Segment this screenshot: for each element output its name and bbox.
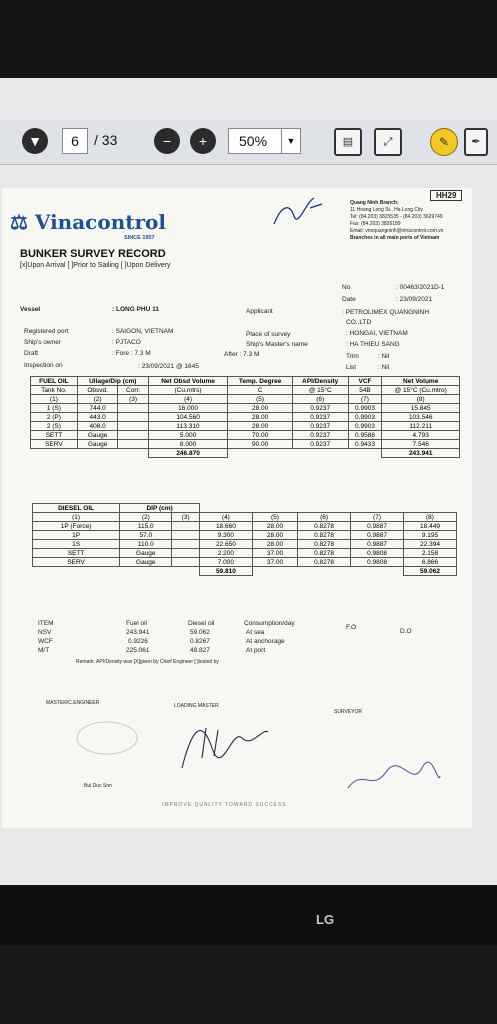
table-cell: 1 (S) <box>31 404 78 413</box>
table-cell: 0.9586 <box>348 431 382 440</box>
screen <box>0 78 497 890</box>
table-cell: 28.00 <box>252 531 297 540</box>
table-cell: 2 (S) <box>31 422 78 431</box>
table-cell: 28.00 <box>252 540 297 549</box>
table-cell: 104.560 <box>148 413 228 422</box>
table-cell: 0.9808 <box>351 558 404 567</box>
branch-address: 11 Hoang Long St., Ha Long City <box>350 207 424 213</box>
table-subheader: @ 15°C (Cu.mtro) <box>382 386 460 395</box>
diesel-total-volume: 59.810 <box>199 567 252 576</box>
table-header: FUEL OIL <box>31 377 78 386</box>
zoom-select[interactable]: 50% <box>228 128 292 154</box>
table-total-row <box>31 449 460 458</box>
table-index: (5) <box>228 395 292 404</box>
table-row <box>33 540 457 549</box>
table-cell: 4.793 <box>382 431 460 440</box>
vessel-value: : LONG PHU 11 <box>112 306 159 313</box>
scale-icon: ⚖ <box>10 210 28 234</box>
table-cell: 0.9237 <box>292 422 348 431</box>
place-label: Place of survey <box>246 331 291 338</box>
table-header: API/Density <box>292 377 348 386</box>
fuel-nsv: 243.941 <box>126 629 150 636</box>
table-row <box>31 440 460 449</box>
diesel-nsv: 59.062 <box>190 629 210 636</box>
table-subheader: Obsvd. <box>77 386 118 395</box>
fuel-mt: 225.061 <box>126 647 150 654</box>
table-cell: 6.866 <box>404 558 457 567</box>
table-cell: 0.9237 <box>292 440 348 449</box>
reg-port-label: Registered port <box>24 328 69 335</box>
table-index: (7) <box>348 395 382 404</box>
loading-master-label: LOADING MASTER <box>174 703 219 709</box>
trim-label: Trim <box>346 353 359 360</box>
table-cell: SETT <box>33 549 120 558</box>
table-subheader: (Cu.mtrs) <box>148 386 228 395</box>
table-index: (6) <box>298 513 351 522</box>
remark-text: Remark: API/Density was [X]given by Chief Engineer [ ]tested by <box>76 659 219 665</box>
table-cell <box>172 531 200 540</box>
form-code: HH29 <box>430 190 462 201</box>
table-cell: Gauge <box>120 549 172 558</box>
table-index: (6) <box>292 395 348 404</box>
table-index: (4) <box>199 513 252 522</box>
draft-label: Draft <box>24 350 39 357</box>
signer-name: Bui Duc Son <box>84 783 112 789</box>
table-cell: 90.00 <box>228 440 292 449</box>
master-engineer-label: MASTER/C.ENGINEER <box>46 700 100 706</box>
table-cell: 1P (Force) <box>33 522 120 531</box>
initials-signature <box>270 194 330 234</box>
table-cell: 2.200 <box>199 549 252 558</box>
table-cell: SERV <box>33 558 120 567</box>
chevron-down-icon[interactable]: ▼ <box>281 128 301 154</box>
branch-tel: Tel: (84.203) 3825535 - (84.203) 3629749 <box>350 214 443 220</box>
no-label: No <box>342 284 351 291</box>
table-cell: 113.310 <box>148 422 228 431</box>
place-value: : HONGAI, VIETNAM <box>346 330 408 337</box>
table-cell: 443.0 <box>77 413 118 422</box>
table-cell: 0.9237 <box>292 404 348 413</box>
at-anchorage-label: At anchorage <box>246 638 285 645</box>
table-cell: 0.8278 <box>298 549 351 558</box>
monitor-brand: LG <box>316 912 335 927</box>
table-index: (7) <box>351 513 404 522</box>
table-cell: 744.0 <box>77 404 118 413</box>
document-page <box>2 188 472 828</box>
since-text: SINCE 1957 <box>124 235 155 241</box>
applicant-label: Applicant <box>246 308 273 315</box>
branch-branches: Branches in all main ports of Vietnam <box>350 235 440 241</box>
table-cell: 2.158 <box>404 549 457 558</box>
table-cell: 0.9887 <box>351 522 404 531</box>
table-cell: 16.000 <box>148 404 228 413</box>
table-cell: 0.9903 <box>348 422 382 431</box>
table-cell: Gauge <box>77 440 118 449</box>
table-cell: 0.9903 <box>348 404 382 413</box>
draft-fore: : Fore : 7.3 M <box>112 350 151 357</box>
table-row <box>31 413 460 422</box>
table-cell: 57.0 <box>120 531 172 540</box>
consumption-label: Consumption/day <box>244 620 295 627</box>
table-cell: 18.660 <box>199 522 252 531</box>
table-cell: Gauge <box>120 558 172 567</box>
diesel-mt: 48.827 <box>190 647 210 654</box>
at-sea-label: At sea <box>246 629 265 636</box>
table-cell <box>118 413 148 422</box>
table-index: (2) <box>77 395 118 404</box>
fo-label: F.O <box>346 624 357 631</box>
table-cell: 0.9808 <box>351 549 404 558</box>
table-cell: 112.211 <box>382 422 460 431</box>
table-cell: 0.9903 <box>348 413 382 422</box>
branch-email: Email: vnoquangninh@vinacontrol.com.vn <box>350 228 444 234</box>
fuel-total-net: 243.941 <box>382 449 460 458</box>
table-index: (2) <box>120 513 172 522</box>
table-cell: 0.8278 <box>298 522 351 531</box>
table-cell <box>172 558 200 567</box>
table-cell: 18.449 <box>404 522 457 531</box>
at-port-label: At port <box>246 647 266 654</box>
do-label: D.O <box>400 628 412 635</box>
record-title: BUNKER SURVEY RECORD <box>20 248 166 260</box>
table-cell: 1P <box>33 531 120 540</box>
record-options: [x]Upon Arrival [ ]Prior to Sailing [ ]Upon Delivery <box>20 262 171 269</box>
surveyor-label: SURVEYOR <box>334 709 362 715</box>
table-cell <box>118 440 148 449</box>
table-cell: 8.000 <box>148 440 228 449</box>
zoom-out-icon[interactable]: − <box>154 128 180 154</box>
footer-slogan: IMPROVE QUALITY TOWARD SUCCESS <box>162 802 287 808</box>
diesel-oil-table <box>32 503 457 576</box>
table-total-row <box>33 567 457 576</box>
table-cell: 1S <box>33 540 120 549</box>
date-value: : 23/09/2021 <box>396 296 433 303</box>
table-cell: 0.9237 <box>292 431 348 440</box>
table-subheader: Corr. <box>118 386 148 395</box>
table-cell: 103.546 <box>382 413 460 422</box>
table-subheader: 54B <box>348 386 382 395</box>
table-row <box>33 558 457 567</box>
table-row <box>33 522 457 531</box>
page-down-icon[interactable]: ▼ <box>22 128 48 154</box>
sign-icon[interactable]: ✒ <box>464 128 488 156</box>
monitor-top-bezel <box>0 0 497 78</box>
table-header: Ullage/Dip (cm) <box>77 377 148 386</box>
table-index: (8) <box>382 395 460 404</box>
applicant-value: : PETROLIMEX QUANGNINH <box>342 309 430 316</box>
owner-value: : PJTACO <box>112 339 141 346</box>
table-cell: 2 (P) <box>31 413 78 422</box>
inspection-label: Inspection on <box>24 362 63 369</box>
reg-port-value: : SAIGON, VIETNAM <box>112 328 174 335</box>
table-cell: 0.9887 <box>351 531 404 540</box>
table-header: VCF <box>348 377 382 386</box>
item-label: ITEM <box>38 620 54 627</box>
table-cell: 15.845 <box>382 404 460 413</box>
table-cell: 7.000 <box>199 558 252 567</box>
table-cell: 0.9887 <box>351 540 404 549</box>
table-cell: SETT <box>31 431 78 440</box>
table-cell <box>172 540 200 549</box>
table-cell: 70.00 <box>228 431 292 440</box>
table-cell: 37.00 <box>252 549 297 558</box>
fuel-oil-label: Fuel oil <box>126 620 147 627</box>
table-cell <box>118 431 148 440</box>
fuel-wcf: 0.9226 <box>128 638 148 645</box>
table-index: (1) <box>31 395 78 404</box>
logo-text: Vinacontrol <box>34 210 166 234</box>
fit-page-icon[interactable]: ▤ <box>334 128 362 156</box>
table-header: DIP (cm) <box>120 504 200 513</box>
table-index: (8) <box>404 513 457 522</box>
table-cell <box>118 404 148 413</box>
master-label: Ship's Master's name <box>246 341 308 348</box>
loading-master-signature <box>172 708 272 778</box>
diesel-wcf: 0.8267 <box>190 638 210 645</box>
table-cell: 28.00 <box>228 404 292 413</box>
table-cell: 9.300 <box>199 531 252 540</box>
applicant-value-2: CO.,LTD <box>346 319 372 326</box>
comment-icon[interactable]: ✎ <box>430 128 458 156</box>
table-cell: 28.00 <box>252 522 297 531</box>
table-row <box>31 431 460 440</box>
table-cell: 5.000 <box>148 431 228 440</box>
table-header: Net Volume <box>382 377 460 386</box>
table-index: (4) <box>148 395 228 404</box>
table-cell: 0.8278 <box>298 558 351 567</box>
master-stamp <box>72 718 142 758</box>
table-cell: 110.0 <box>120 540 172 549</box>
no-value: : 00463/2021D-1 <box>396 284 445 291</box>
monitor-bezel <box>0 885 497 945</box>
fuel-oil-table <box>30 376 460 458</box>
trim-value: : Nil <box>378 353 390 360</box>
table-cell: 37.00 <box>252 558 297 567</box>
table-row <box>31 422 460 431</box>
surveyor-signature <box>342 758 442 798</box>
table-cell: SERV <box>31 440 78 449</box>
table-cell: 7.546 <box>382 440 460 449</box>
table-index: (5) <box>252 513 297 522</box>
date-label: Date <box>342 296 356 303</box>
table-cell: Gauge <box>77 431 118 440</box>
page-total: / 33 <box>94 132 118 148</box>
nsv-label: NSV <box>38 629 52 636</box>
page-number-input[interactable]: 6 <box>62 128 88 154</box>
diesel-oil-label: Diesel oil <box>188 620 215 627</box>
table-cell: 22.394 <box>404 540 457 549</box>
diesel-total-net: 59.062 <box>404 567 457 576</box>
table-header: Net Obsd Volume <box>148 377 228 386</box>
table-cell: 0.8278 <box>298 540 351 549</box>
table-cell: 408.0 <box>77 422 118 431</box>
table-row <box>33 531 457 540</box>
fuel-total-volume: 246.870 <box>148 449 228 458</box>
wcf-label: WCF <box>38 638 53 645</box>
list-value: : Nil <box>378 364 390 371</box>
branch-name: Quang Ninh Branch: <box>350 200 399 206</box>
master-value: : HA THIEU SANG <box>346 341 400 348</box>
table-cell <box>172 549 200 558</box>
table-cell: 28.00 <box>228 413 292 422</box>
table-cell: 0.9237 <box>292 413 348 422</box>
table-cell <box>118 422 148 431</box>
table-header: DIESEL OIL <box>33 504 120 513</box>
table-cell <box>172 522 200 531</box>
fit-width-icon[interactable]: ⤢ <box>374 128 402 156</box>
branch-fax: Fax: (84.203) 3826189 <box>350 221 401 227</box>
table-cell: 9.195 <box>404 531 457 540</box>
table-subheader: Tank No. <box>31 386 78 395</box>
table-subheader: @ 15°C <box>292 386 348 395</box>
list-label: List <box>346 364 357 371</box>
table-subheader: C <box>228 386 292 395</box>
table-cell: 0.9433 <box>348 440 382 449</box>
table-header: Temp. Degree <box>228 377 292 386</box>
table-row <box>33 549 457 558</box>
table-index: (3) <box>172 513 200 522</box>
table-cell: 28.00 <box>228 422 292 431</box>
pdf-toolbar <box>0 120 497 165</box>
table-cell: 22.650 <box>199 540 252 549</box>
desk <box>0 945 497 1024</box>
owner-label: Ship's owner <box>24 339 62 346</box>
company-logo <box>10 210 166 234</box>
table-row <box>31 404 460 413</box>
table-cell: 115.0 <box>120 522 172 531</box>
zoom-in-icon[interactable]: + <box>190 128 216 154</box>
table-index: (1) <box>33 513 120 522</box>
table-index: (3) <box>118 395 148 404</box>
inspection-value: : 23/09/2021 @ 1645 <box>138 363 199 370</box>
table-cell: 0.8278 <box>298 531 351 540</box>
vessel-label: Vessel <box>20 306 41 313</box>
draft-after: After : 7.3 M <box>224 351 260 358</box>
mt-label: M/T <box>38 647 50 654</box>
